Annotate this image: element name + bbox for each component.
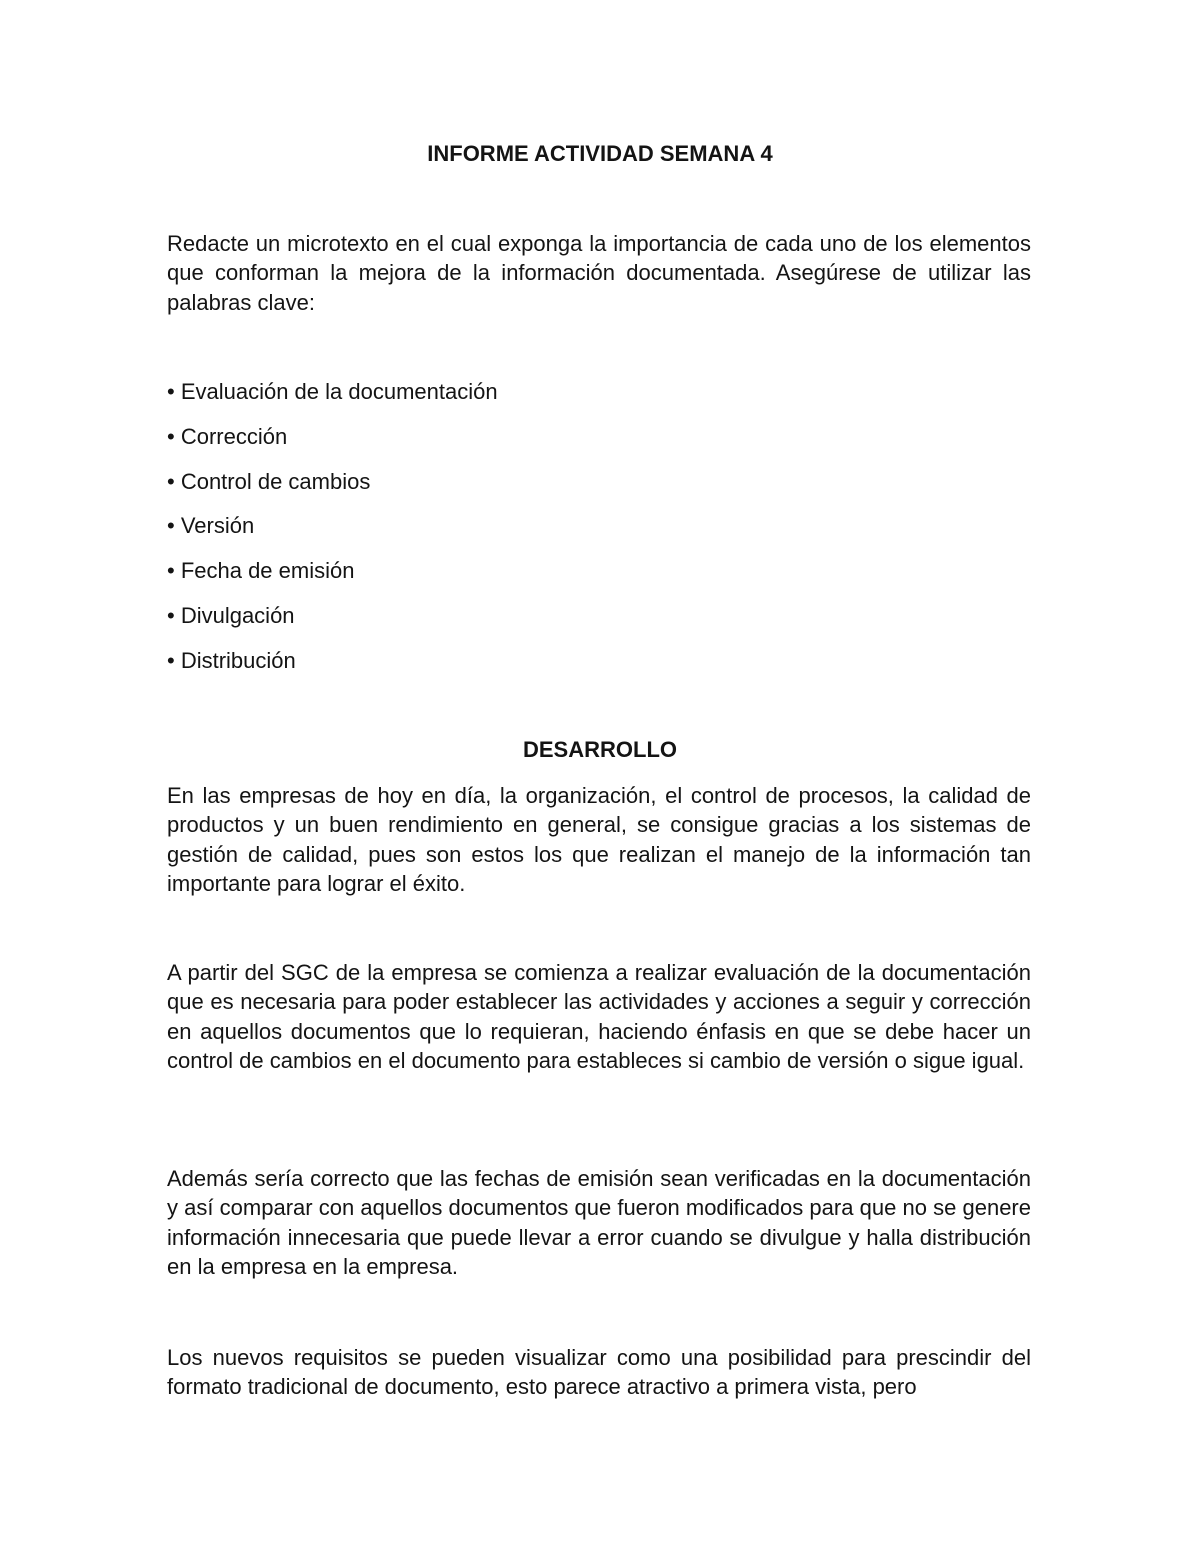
keyword-item-divulgacion: • Divulgación <box>167 602 295 628</box>
body-paragraph-2: A partir del SGC de la empresa se comienza a realizar evaluación de la documentación que es necesaria para poder establecer las actividades y acciones a seguir y corrección en aquellos documentos que lo requieran, haciendo énfasis en que se debe hacer un control de cambios en el documento para estableces si cambio de versión o sigue igual. <box>167 960 1031 1073</box>
keyword-list <box>167 377 498 691</box>
section-title: DESARROLLO <box>523 737 677 762</box>
keyword-item-distribucion: • Distribución <box>167 647 296 673</box>
body-paragraph-1: En las empresas de hoy en día, la organización, el control de procesos, la calidad de productos y un buen rendimiento en general, se consigue gracias a los sistemas de gestión de calidad, pues son estos los que realizan el manejo de la información tan importante para lograr el éxito. <box>167 783 1031 896</box>
keyword-item-fecha-emision: • Fecha de emisión <box>167 558 355 584</box>
instructions-paragraph: Redacte un microtexto en el cual exponga la importancia de cada uno de los elementos que conforman la mejora de la información documentada. Asegúrese de utilizar las palabras clave: <box>167 231 1031 315</box>
keyword-item-version: • Versión <box>167 513 255 539</box>
body-paragraph-3: Además sería correcto que las fechas de emisión sean verificadas en la documentación y así comparar con aquellos documentos que fueron modificados para que no se genere información innecesaria que puede llevar a error cuando se divulgue y halla distribución en la empresa en la empresa. <box>167 1166 1031 1279</box>
keyword-item-correccion: • Corrección <box>167 423 288 449</box>
body-paragraph-4: Los nuevos requisitos se pueden visualizar como una posibilidad para prescindir del formato tradicional de documento, esto parece atractivo a primera vista, pero <box>167 1345 1031 1400</box>
keyword-item-evaluacion: • Evaluación de la documentación <box>167 379 498 404</box>
keyword-item-control-cambios: • Control de cambios <box>167 468 371 494</box>
document-title: INFORME ACTIVIDAD SEMANA 4 <box>427 141 773 166</box>
